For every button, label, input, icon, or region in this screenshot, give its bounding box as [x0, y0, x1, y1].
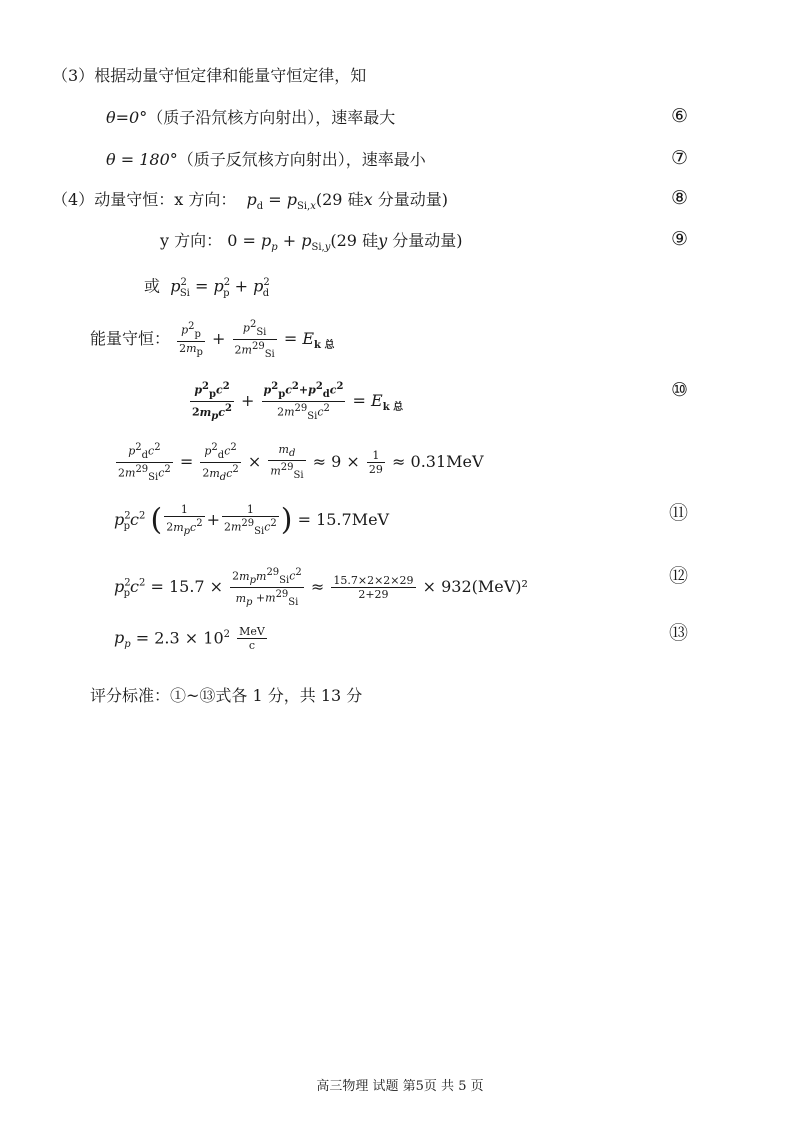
or-label: 或	[144, 276, 161, 296]
frac-ppc2: $\frac{p^2_pc^2}{2m_pc^2}$	[192, 381, 232, 422]
frac-numeric: $\frac{15.7\times 2\times 2\times 29}{2+29}$	[333, 573, 414, 601]
scoring-criteria: 评分标准：①~⑬式各 1 分，共 13 分	[90, 686, 363, 705]
frac-psi-over-2msi: $\frac{p^2_{Si}}{2m^{29}_{Si}}$	[234, 319, 275, 360]
line6-text: （质子沿氘核方向射出），速率最大	[147, 108, 396, 127]
energy-equation-13: $p_p = 2.3 \times 10^2$ $\frac{\text{MeV}}{c}$	[114, 625, 265, 653]
energy-equation-157: $p^2_pc^2$ ( $\frac{1}{2m_pc^2}$ + $\frac{1}{2m^{29}_{Si}c^2}$ ) = 15.7MeV	[114, 502, 390, 538]
frac-1-over-29: $\frac{1}{29}$	[368, 448, 383, 476]
result-157: = 15.7MeV	[297, 509, 390, 529]
y-equation: $0 = p_p + p_{Si,y}(29$ 硅y 分量动量)	[227, 231, 463, 254]
line7-text: （质子反氘核方向射出），速率最小	[177, 150, 426, 169]
frac-pdc2-md: $\frac{p^2_dc^2}{2m_dc^2}$	[202, 442, 239, 483]
part4-momentum-y	[160, 231, 462, 258]
frac-1-2msic2: $\frac{1}{2m^{29}_{Si}c^2}$	[223, 503, 277, 537]
y-direction-label: y 方向：	[160, 231, 223, 250]
eq-number-13: ⑬	[668, 622, 688, 644]
eq-number-9: ⑨	[670, 228, 688, 250]
approx-9-times: ≈ 9 ×	[312, 451, 360, 471]
frac-md-msi: $\frac{m_d}{m^{29}_{Si}}$	[270, 442, 304, 481]
eq-number-6: ⑥	[670, 105, 688, 127]
line7-math: θ = 180°	[106, 150, 178, 169]
line-7	[106, 150, 426, 170]
frac-mev-c: $\frac{\text{MeV}}{c}$	[239, 625, 265, 653]
part3-label: （3）	[52, 66, 95, 85]
or-equation: 或 $p^2_{Si} = p^2_p + p^2_d$	[144, 276, 270, 299]
frac-sum-over-msi: $\frac{p^2_pc^2+p^2_dc^2}{2m^{29}_{Si}c^2}$	[263, 381, 344, 422]
frac-pp-over-2mp: $\frac{p^2_p}{2m_p}$	[179, 320, 203, 358]
line-6	[106, 108, 395, 128]
eq-number-10: ⑩	[670, 379, 688, 401]
part3-text: 根据动量守恒定律和能量守恒定律，知	[94, 66, 367, 85]
part3-heading	[52, 66, 366, 86]
energy-equation-2: $\frac{p^2_pc^2}{2m_pc^2}$ + $\frac{p^2_pc^2+p^2_dc^2}{2m^{29}_{Si}c^2}$ = $E_{k 总}$	[192, 381, 404, 422]
part4-label: （4）	[52, 190, 95, 209]
momentum-label: 动量守恒：	[94, 190, 175, 209]
frac-reduced-mass: $\frac{2m_pm^{29}_{Si}c^2}{m_p +m^{29}_{Si}}$	[232, 567, 302, 608]
part4-momentum-x	[52, 190, 448, 217]
energy-equation-1: 能量守恒： $\frac{p^2_p}{2m_p}$ + $\frac{p^2_{Si}}{2m^{29}_{Si}}$ = $E_{k 总}$	[90, 319, 335, 360]
result-031: ≈ 0.31MeV	[392, 451, 484, 471]
eq-number-12: ⑫	[668, 565, 688, 587]
times-932: × 932(MeV)²	[422, 576, 528, 596]
energy-label: 能量守恒：	[90, 328, 171, 348]
x-direction-label: x 方向：	[174, 190, 237, 209]
energy-equation-031: $\frac{p^2_dc^2}{2m^{29}_{Si}c^2}$ = $\frac{p^2_dc^2}{2m_dc^2}$ × $\frac{m_d}{m^{29}_{Si}}$ ≈ 9 × $\frac{1}{29}$ ≈ 0.31MeV	[118, 442, 484, 483]
page-footer: 高三物理 试题 第5页 共 5 页	[316, 1079, 484, 1094]
line6-math: θ=0°	[106, 108, 148, 127]
x-equation: $p_d = p_{Si,x}(29$ 硅x 分量动量)	[246, 190, 448, 213]
frac-pdc2-msi: $\frac{p^2_dc^2}{2m^{29}_{Si}c^2}$	[118, 442, 171, 483]
eq-number-7: ⑦	[670, 147, 688, 169]
eq-number-8: ⑧	[670, 187, 688, 209]
energy-equation-12: $p^2_pc^2 = 15.7$ × $\frac{2m_pm^{29}_{Si}c^2}{m_p +m^{29}_{Si}}$ ≈ $\frac{15.7\times 2\times 2\times 29}{2+29}$ × 932(MeV)²	[114, 567, 528, 608]
eq-number-11: ⑪	[668, 502, 688, 524]
frac-1-2mpc2: $\frac{1}{2m_pc^2}$	[166, 503, 203, 537]
approx-sign: ≈	[310, 576, 325, 596]
